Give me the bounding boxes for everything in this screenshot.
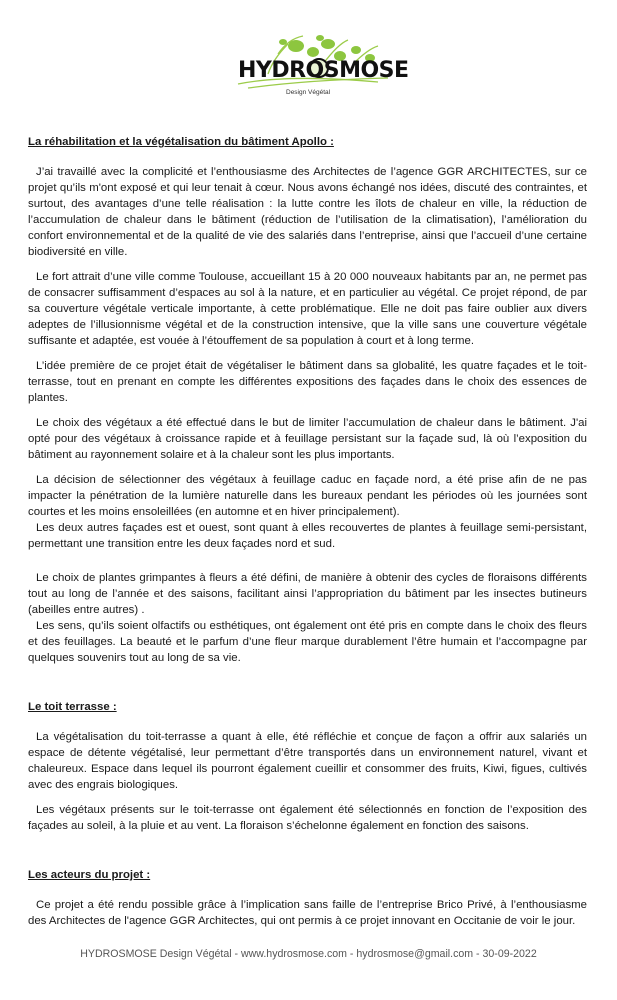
paragraph: Les végétaux présents sur le toit-terrasse ont également été sélectionnés en fonction de l’exposition des façades au soleil, à la pluie et au vent. La floraison s’échelonne également en fonction des saisons. <box>28 804 587 832</box>
paragraph: Les deux autres façades est et ouest, sont quant à elles recouvertes de plantes à feuillage semi-persistant, permettant une transition entre les deux façades nord et sud. <box>28 522 587 550</box>
paragraph: Les sens, qu’ils soient olfactifs ou esthétiques, ont également ont été pris en compte dans le choix des fleurs et des feuillages. La beauté et le parfum d’une fleur marque durablement l’être humain et l’accompagne par quelques souvenirs tout au long de sa vie. <box>28 620 587 664</box>
logo-wordmark: HYDROSMOSE <box>238 58 409 83</box>
section-heading-toit-terrasse: Le toit terrasse : <box>28 701 117 713</box>
document-body <box>28 134 587 929</box>
section-heading-apollo: La réhabilitation et la végétalisation du bâtiment Apollo : <box>28 136 334 148</box>
paragraph: Le choix de plantes grimpantes à fleurs a été défini, de manière à obtenir des cycles de floraisons différents tout au long de l’année et des saisons, facilitant ainsi l’appropriation du bâtiment par les insectes butineurs (abeilles entre autres) . <box>28 572 587 616</box>
paragraph: La végétalisation du toit-terrasse a quant à elle, été réfléchie et conçue de façon a offrir aux salariés un espace de détente végétalisé, leur permettant d’être transportés dans un environnement naturel, vivant et chaleureux. Espace dans lequel ils pourront également cueillir et consommer des fruits, Kiwi, figues, cultivés avec des engrais biologiques. <box>28 731 587 791</box>
hydrosmose-logo <box>228 34 409 100</box>
section-heading-acteurs: Les acteurs du projet : <box>28 869 151 881</box>
page-footer: HYDROSMOSE Design Végétal - www.hydrosmose.com - hydrosmose@gmail.com - 30-09-2022 <box>80 948 537 960</box>
paragraph: La décision de sélectionner des végétaux à feuillage caduc en façade nord, a été prise afin de ne pas impacter la pénétration de la lumière naturelle dans les bureaux pendant les périodes où les journées sont courtes et les moins ensoleillées (en automne et en hiver principalement). <box>28 474 587 518</box>
paragraph: Ce projet a été rendu possible grâce à l’implication sans faille de l’entreprise Brico Privé, à l’enthousiasme des Architectes de l'agence GGR Architectes, qui ont permis à ce projet innovant en Occitanie de voir le jour. <box>28 899 587 927</box>
paragraph: J’ai travaillé avec la complicité et l’enthousiasme des Architectes de l’agence GGR ARCHITECTES, sur ce projet qu’ils m'ont exposé et qui leur tenait à cœur. Nous avons échangé nos idées, discuté des contraintes, et surtout, des avantages d’une telle réalisation : la lutte contre les îlots de chaleur en ville, la réduction de l’accumulation de chaleur dans le bâtiment (réduction de l’utilisation de la climatisation), l’amélioration du confort environnemental et de la qualité de vie des salariés dans l’entreprise, ainsi que l’accueil d’une certaine biodiversité en ville. <box>28 166 587 258</box>
logo-subtitle: Design Végétal <box>286 89 331 96</box>
paragraph: Le choix des végétaux a été effectué dans le but de limiter l’accumulation de chaleur dans le bâtiment. J'ai opté pour des végétaux à croissance rapide et à feuillage persistant sur la façade sud, là où l’exposition du bâtiment au rayonnement solaire et à la chaleur sont les plus importants. <box>28 417 587 461</box>
paragraph: L’idée première de ce projet était de végétaliser le bâtiment dans sa globalité, les quatre façades et le toit-terrasse, tout en prenant en compte les différentes expositions des façades dans le choix des essences de plantes. <box>28 360 587 404</box>
paragraph: Le fort attrait d’une ville comme Toulouse, accueillant 15 à 20 000 nouveaux habitants par an, ne permet pas de consacrer suffisamment d’espaces au sol à la nature, et en particulier au végétal. Ce projet répond, de par sa couverture végétale verticale importante, à cette problématique. Elle ne doit pas faire oublier aux divers adeptes de l’illusionnisme végétal et de la construction intensive, que la ville sans une couverture végétale suffisante et adaptée, est vouée à l’étouffement de sa population à court et à long terme. <box>28 271 587 347</box>
